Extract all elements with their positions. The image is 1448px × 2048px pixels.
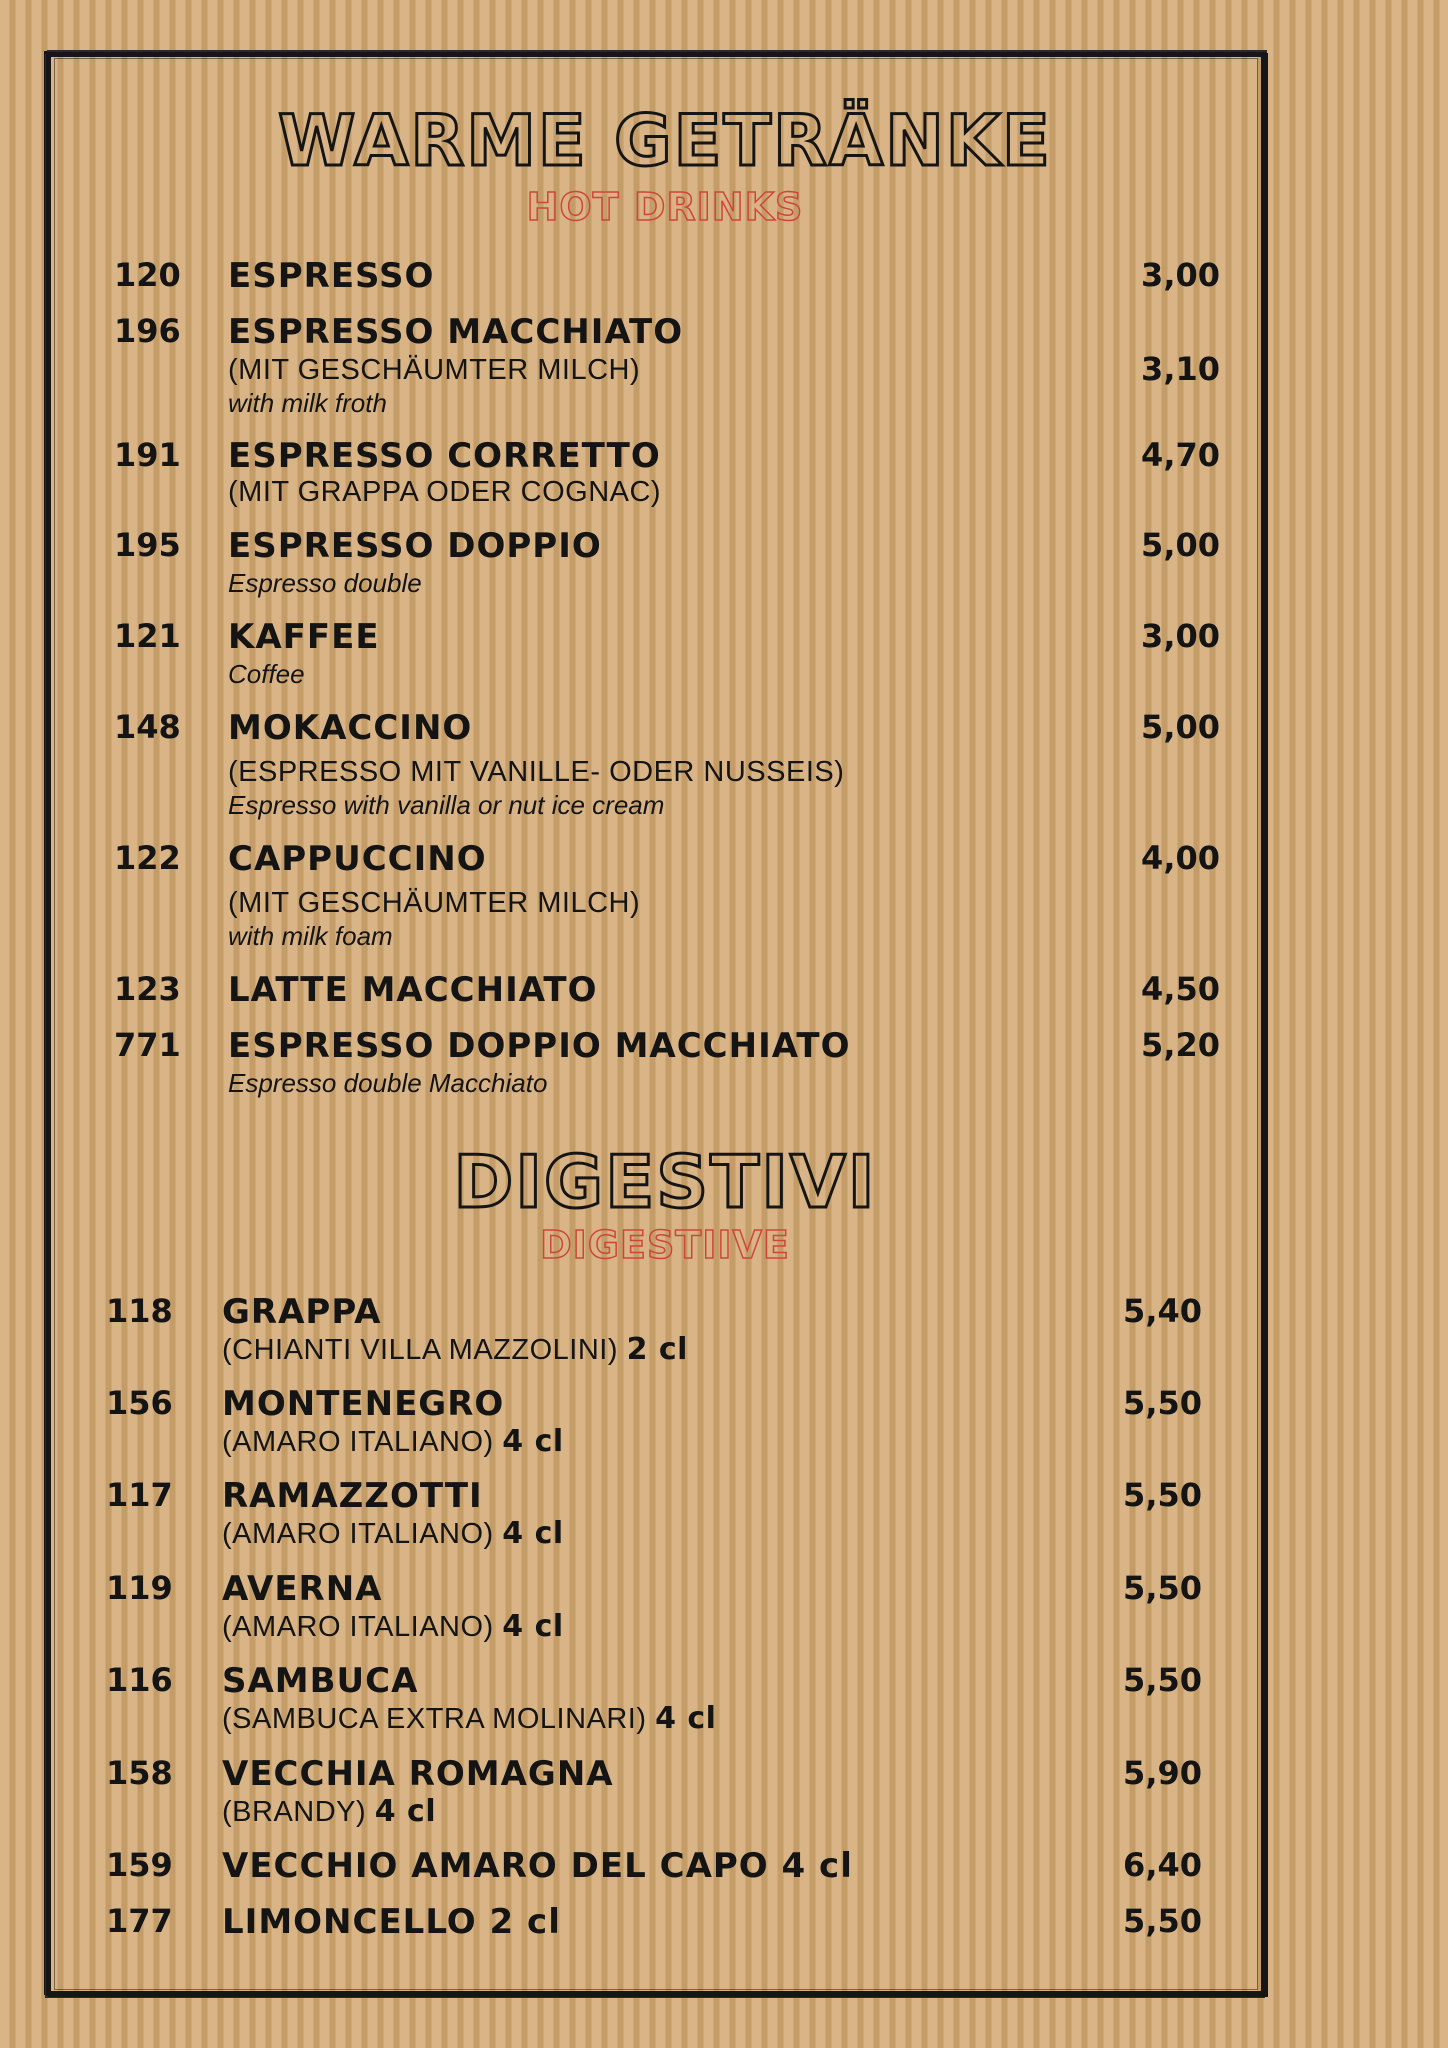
item-name: LATTE MACCHIATO bbox=[228, 970, 598, 1010]
item-name: CAPPUCCINO bbox=[228, 839, 487, 879]
item-number: 121 bbox=[114, 617, 181, 655]
item-price: 5,50 bbox=[1123, 1569, 1202, 1607]
item-name: VECCHIO AMARO DEL CAPO 4 cl bbox=[222, 1846, 853, 1886]
item-name: ESPRESSO DOPPIO bbox=[228, 526, 602, 566]
item-description bbox=[222, 1609, 564, 1644]
item-price: 3,00 bbox=[1141, 617, 1220, 655]
item-translation: Espresso double bbox=[228, 568, 422, 598]
item-number: 118 bbox=[106, 1292, 173, 1330]
item-translation: with milk froth bbox=[228, 388, 387, 418]
digestivi-title: DIGESTIVI bbox=[453, 1140, 877, 1224]
item-description bbox=[222, 1332, 688, 1367]
item-translation: Espresso double Macchiato bbox=[228, 1068, 548, 1098]
item-name: ESPRESSO bbox=[228, 256, 435, 296]
item-number: 771 bbox=[114, 1026, 181, 1064]
item-number: 120 bbox=[114, 256, 181, 294]
item-price: 5,50 bbox=[1123, 1902, 1202, 1940]
item-description-text: (AMARO ITALIANO) bbox=[222, 1611, 494, 1643]
item-price: 5,50 bbox=[1123, 1476, 1202, 1514]
item-description-text: (AMARO ITALIANO) bbox=[222, 1518, 494, 1550]
item-name: ESPRESSO CORRETTO bbox=[228, 436, 661, 476]
item-description-text: (SAMBUCA EXTRA MOLINARI) bbox=[222, 1703, 647, 1735]
item-price: 5,90 bbox=[1123, 1754, 1202, 1792]
item-number: 195 bbox=[114, 526, 181, 564]
item-name: SAMBUCA bbox=[222, 1661, 419, 1701]
item-price: 3,00 bbox=[1141, 256, 1220, 294]
item-description bbox=[222, 1701, 716, 1736]
item-quantity: 4 cl bbox=[502, 1424, 564, 1459]
item-description: (ESPRESSO MIT VANILLE- ODER NUSSEIS) bbox=[228, 756, 845, 788]
item-name: ESPRESSO DOPPIO MACCHIATO bbox=[228, 1026, 851, 1066]
item-quantity: 4 cl bbox=[502, 1516, 564, 1551]
item-name: VECCHIA ROMAGNA bbox=[222, 1754, 614, 1794]
item-price: 4,50 bbox=[1141, 970, 1220, 1008]
item-price: 5,00 bbox=[1141, 708, 1220, 746]
item-description-text: (AMARO ITALIANO) bbox=[222, 1426, 494, 1458]
item-price: 3,10 bbox=[1141, 350, 1220, 388]
item-price: 6,40 bbox=[1123, 1846, 1202, 1884]
item-price: 5,40 bbox=[1123, 1292, 1202, 1330]
hot-drinks-title: WARME GETRÄNKE bbox=[278, 100, 1052, 182]
item-number: 159 bbox=[106, 1846, 173, 1884]
item-number: 191 bbox=[114, 436, 181, 474]
item-price: 5,50 bbox=[1123, 1384, 1202, 1422]
item-quantity: 4 cl bbox=[655, 1701, 717, 1736]
item-name: AVERNA bbox=[222, 1569, 383, 1609]
item-number: 177 bbox=[106, 1902, 173, 1940]
digestivi-subtitle: DIGESTIIVE bbox=[540, 1223, 790, 1267]
item-description bbox=[222, 1794, 436, 1829]
item-translation: Coffee bbox=[228, 659, 305, 689]
item-translation: with milk foam bbox=[228, 921, 393, 951]
item-number: 119 bbox=[106, 1569, 173, 1607]
item-name: ESPRESSO MACCHIATO bbox=[228, 312, 684, 352]
item-number: 122 bbox=[114, 839, 181, 877]
item-quantity: 4 cl bbox=[374, 1794, 437, 1829]
item-description: (MIT GRAPPA ODER COGNAC) bbox=[228, 476, 662, 508]
item-price: 4,70 bbox=[1141, 436, 1220, 474]
item-name: LIMONCELLO 2 cl bbox=[222, 1902, 561, 1942]
item-description bbox=[222, 1516, 564, 1551]
item-number: 158 bbox=[106, 1754, 173, 1792]
item-description: (MIT GESCHÄUMTER MILCH) bbox=[228, 887, 641, 919]
item-name: RAMAZZOTTI bbox=[222, 1476, 483, 1516]
item-name: MOKACCINO bbox=[228, 708, 473, 748]
item-translation: Espresso with vanilla or nut ice cream bbox=[228, 790, 665, 820]
item-name: GRAPPA bbox=[222, 1292, 382, 1332]
item-quantity: 4 cl bbox=[502, 1609, 564, 1644]
item-number: 123 bbox=[114, 970, 181, 1008]
item-price: 5,00 bbox=[1141, 526, 1220, 564]
item-price: 5,20 bbox=[1141, 1026, 1220, 1064]
item-number: 156 bbox=[106, 1384, 173, 1422]
item-number: 196 bbox=[114, 312, 181, 350]
item-name: MONTENEGRO bbox=[222, 1384, 505, 1424]
item-description: (MIT GESCHÄUMTER MILCH) bbox=[228, 354, 641, 386]
hot-drinks-subtitle: HOT DRINKS bbox=[526, 185, 804, 229]
item-number: 117 bbox=[106, 1476, 173, 1514]
item-description-text: (BRANDY) bbox=[222, 1796, 367, 1828]
item-description-text: (CHIANTI VILLA MAZZOLINI) bbox=[222, 1334, 618, 1366]
item-quantity: 2 cl bbox=[626, 1332, 688, 1367]
item-price: 4,00 bbox=[1141, 839, 1220, 877]
item-name: KAFFEE bbox=[228, 617, 380, 657]
item-number: 116 bbox=[106, 1661, 173, 1699]
item-price: 5,50 bbox=[1123, 1661, 1202, 1699]
item-description bbox=[222, 1424, 564, 1459]
item-number: 148 bbox=[114, 708, 181, 746]
